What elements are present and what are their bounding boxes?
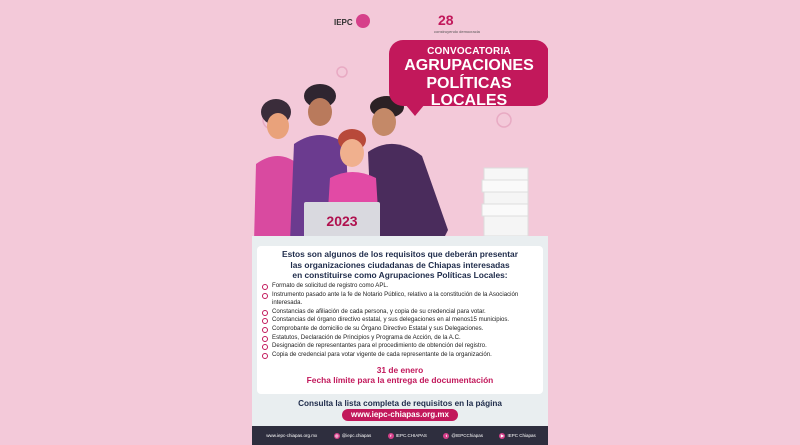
title-line-1: CONVOCATORIA	[427, 46, 511, 57]
instagram-icon: ◎	[334, 432, 339, 438]
title-line-3: POLÍTICAS LOCALES	[426, 75, 512, 109]
youtube-icon: ▶	[500, 432, 504, 438]
facebook-icon: f	[388, 433, 394, 439]
title-speech-bubble	[389, 40, 548, 109]
list-item: Estatutos, Declaración de Principios y Programa de Acción, de la A.C.	[262, 334, 544, 343]
footer-item-instagram[interactable]: ◎ @iepc.chiapas	[334, 432, 372, 438]
intro-line-2: las organizaciones ciudadanas de Chiapas interesadas	[290, 259, 510, 270]
list-item: Designación de representantes para el procedimiento de obtención del registro.	[262, 342, 544, 351]
bullet-icon	[262, 293, 268, 299]
anniversary-logo-subtitle: construyendo democracia	[434, 29, 480, 34]
deadline-date: 31 de enero	[376, 365, 424, 375]
list-item: Formato de solicitud de registro como APL.	[262, 282, 544, 291]
bullet-icon	[262, 318, 268, 324]
logo-row	[252, 12, 548, 38]
social-footer	[252, 426, 548, 445]
iepc-logo: IEPC	[334, 18, 353, 27]
footer-item-youtube[interactable]: ▶ IEPC Chiapas	[500, 432, 536, 438]
anniversary-logo: 28	[438, 12, 454, 28]
intro-line-1: Estos son algunos de los requisitos que deberán presentar	[282, 249, 518, 259]
bullet-icon	[262, 353, 268, 359]
list-item: Constancias de afiliación de cada persona, y copia de su credencial para votar.	[262, 308, 544, 317]
intro-line-3: en constituirse como Agrupaciones Políticas Locales:	[292, 270, 508, 280]
list-item: Constancias del órgano directivo estatal, y sus delegaciones en al menos15 municipios.	[262, 316, 544, 325]
bullet-icon	[262, 310, 268, 316]
laptop-year-label: 2023	[326, 213, 358, 229]
list-item: Copia de credencial para votar vigente de cada representante de la organización.	[262, 351, 544, 360]
twitter-icon: t	[443, 433, 449, 439]
deadline	[252, 365, 548, 385]
bullet-icon	[262, 344, 268, 350]
website-link[interactable]: www.iepc-chiapas.org.mx	[342, 409, 458, 421]
list-item: Instrumento pasado ante la fe de Notario Público, relativo a la constitución de la Asociación interesada.	[262, 291, 544, 308]
footer-item-website[interactable]: www.iepc-chiapas.org.mx	[266, 433, 318, 438]
list-item: Comprobante de domicilio de su Órgano Directivo Estatal y sus Delegaciones.	[262, 325, 544, 334]
bullet-icon	[262, 284, 268, 290]
bullet-icon	[262, 336, 268, 342]
intro-text	[272, 249, 528, 281]
poster	[252, 0, 548, 445]
footer-item-facebook[interactable]: f IEPC.CHIAPAS	[388, 433, 427, 439]
consult-text: Consulta la lista completa de requisitos en la página	[298, 399, 502, 408]
bullet-icon	[262, 327, 268, 333]
deadline-label: Fecha límite para la entrega de documentación	[306, 375, 494, 385]
iepc-emblem-icon	[356, 14, 370, 28]
requirements-list	[262, 282, 544, 359]
title-line-2: AGRUPACIONES	[404, 57, 534, 74]
footer-item-twitter[interactable]: t @IEPCChiapas	[443, 433, 483, 439]
